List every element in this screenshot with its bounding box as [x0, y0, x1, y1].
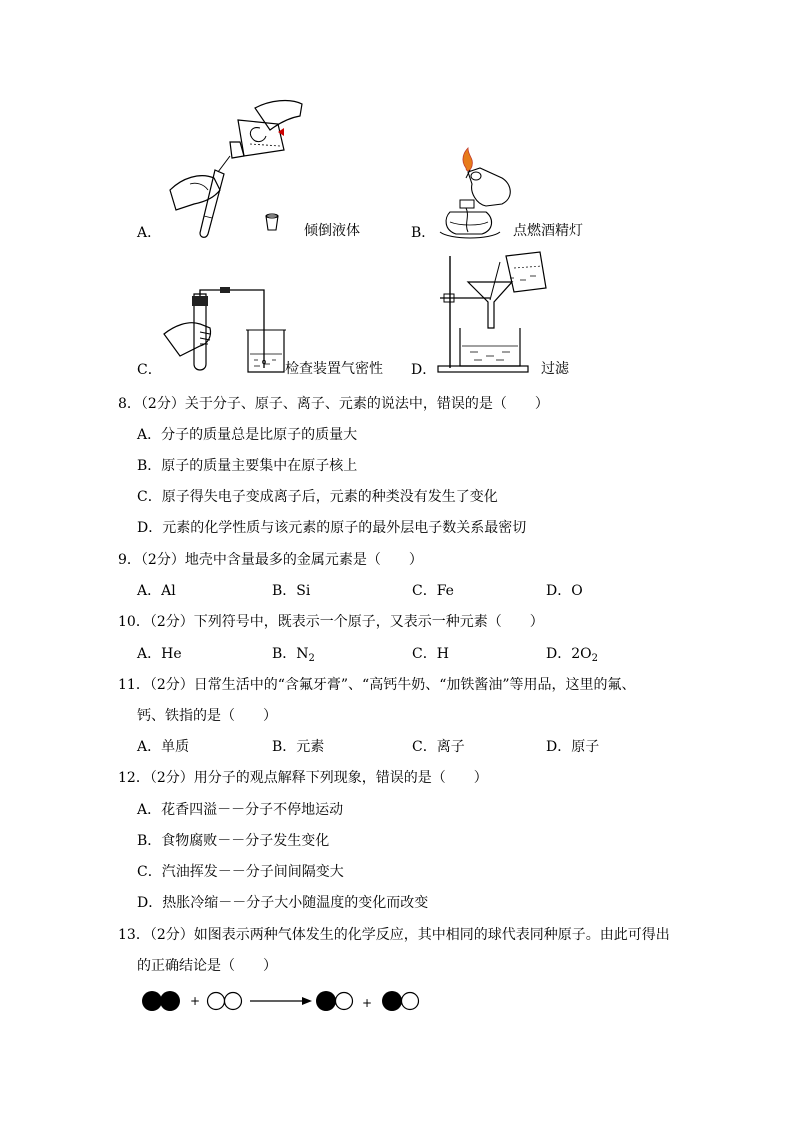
reaction-arrow-head: [302, 997, 312, 1005]
q10-option-b-symbol: B．N: [272, 646, 309, 662]
reaction-diagram: [136, 986, 436, 1020]
q12-option-a: A．花香四溢－－分子不停地运动: [137, 802, 344, 818]
q12-option-c: C．汽油挥发－－分子间间隔变大: [137, 864, 344, 880]
fig-option-c-caption: 检查装置气密性: [285, 361, 383, 377]
fig-option-d-caption: 过滤: [541, 361, 569, 377]
q10-option-d: [546, 645, 598, 663]
fig-option-a-caption: 倾倒液体: [304, 223, 360, 239]
q9-option-c: C．Fe: [412, 583, 454, 599]
q8-stem: 8．（2分）关于分子、原子、离子、元素的说法中，错误的是（ ）: [118, 396, 549, 412]
q10-option-d-symbol: D．2O: [546, 646, 592, 662]
q13-stem-line1: 13．（2分）如图表示两种气体发生的化学反应，其中相同的球代表同种原子。由此可得出: [118, 927, 670, 943]
fig-option-d-letter: D．: [411, 362, 437, 378]
q9-option-d: D．O: [546, 583, 583, 599]
q8-option-c: C．原子得失电子变成离子后，元素的种类没有发生了变化: [137, 489, 498, 505]
fig-option-a-letter: A．: [137, 225, 162, 241]
q11-option-c: C．离子: [412, 739, 465, 755]
q11-option-b: B．元素: [272, 739, 325, 755]
plus-sign-1: +: [190, 994, 201, 1008]
white-atom: [208, 993, 225, 1010]
fig-option-b-caption: 点燃酒精灯: [513, 223, 583, 239]
black-atom: [142, 991, 162, 1011]
q9-stem: 9．（2分）地壳中含量最多的金属元素是（ ）: [118, 552, 423, 568]
q12-option-b: B．食物腐败－－分子发生变化: [137, 833, 330, 849]
q10-stem: 10．（2分）下列符号中，既表示一个原子，又表示一种元素（ ）: [118, 614, 544, 630]
q13-stem-line2: 的正确结论是（ ）: [137, 958, 277, 974]
q11-stem-line1: 11．（2分）日常生活中的“含氟牙膏”、“高钙牛奶、“加铁酱油”等用品，这里的氟、: [118, 677, 636, 693]
plus-sign-2: +: [362, 996, 373, 1010]
q9-option-a: A．Al: [137, 583, 176, 599]
white-atom: [225, 993, 242, 1010]
q10-option-b-subscript: 2: [308, 653, 315, 664]
q10-option-d-subscript: 2: [591, 653, 598, 664]
q11-option-a: A．单质: [137, 739, 190, 755]
q12-option-d: D．热胀冷缩－－分子大小随温度的变化而改变: [137, 895, 429, 911]
q10-option-a: A．He: [137, 646, 182, 662]
black-atom: [160, 991, 180, 1011]
white-atom: [336, 993, 353, 1010]
black-atom: [382, 991, 402, 1011]
q10-option-b: [272, 645, 315, 663]
q8-option-d: D．元素的化学性质与该元素的原子的最外层电子数关系最密切: [137, 520, 527, 536]
q10-option-c: C．H: [412, 646, 449, 662]
lighting-alcohol-lamp-illustration: [430, 146, 520, 242]
q8-option-a: A．分子的质量总是比原子的质量大: [137, 427, 358, 443]
white-atom: [402, 993, 419, 1010]
q8-option-b: B．原子的质量主要集中在原子核上: [137, 458, 358, 474]
black-atom: [316, 991, 336, 1011]
airtightness-check-illustration: [160, 284, 290, 376]
fig-option-b-letter: B．: [411, 225, 436, 241]
filtration-illustration: [430, 248, 550, 376]
q11-stem-line2: 钙、铁指的是（ ）: [137, 708, 277, 724]
q12-stem: 12．（2分）用分子的观点解释下列现象，错误的是（ ）: [118, 770, 488, 786]
q9-option-b: B．Si: [272, 583, 311, 599]
pouring-liquid-illustration: [160, 98, 310, 240]
q11-option-d: D．原子: [546, 739, 600, 755]
fig-option-c-letter: C．: [137, 362, 162, 378]
